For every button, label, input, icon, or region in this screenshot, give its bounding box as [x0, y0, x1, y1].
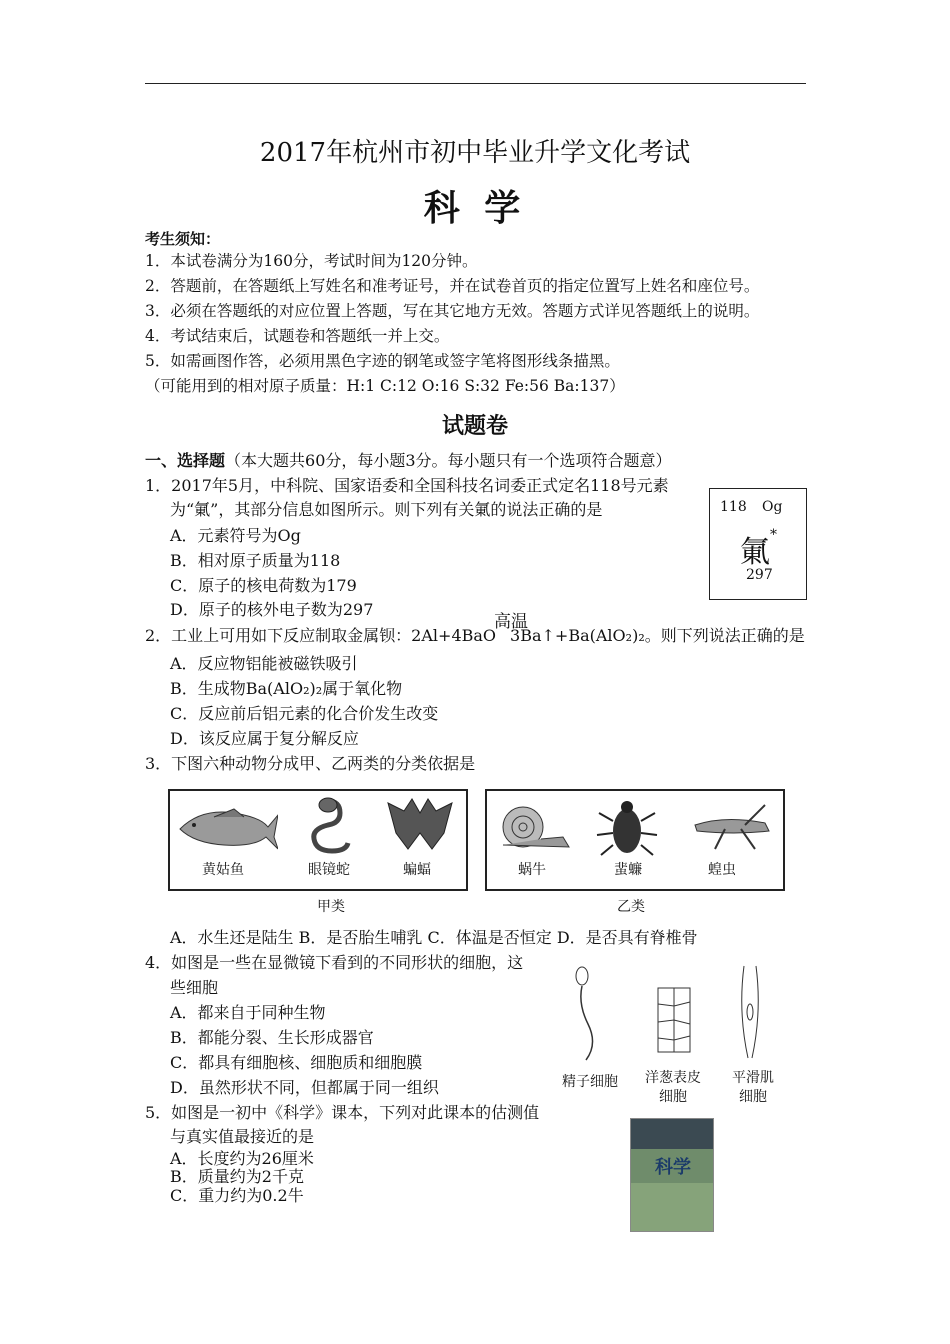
- group-a-box: [168, 789, 468, 891]
- locust-icon: [685, 799, 775, 855]
- element-mass: 297: [746, 567, 773, 583]
- q4-option-a: A．都来自于同种生物: [170, 1003, 326, 1022]
- q1-line1: 1．2017年5月，中科院、国家语委和全国科技名词委正式定名118号元素: [145, 476, 669, 495]
- notice-heading: 考生须知：: [145, 230, 221, 248]
- exam-title: 2017年杭州市初中毕业升学文化考试: [259, 138, 691, 168]
- notice-item: 2．答题前，在答题纸上写姓名和准考证号，并在试卷首页的指定位置写上姓名和座位号。: [145, 277, 760, 295]
- part1-label: 一、选择题: [145, 451, 226, 470]
- muscle-cell-icon: [736, 962, 766, 1062]
- reaction-condition: 高温: [494, 612, 529, 632]
- cockroach-icon: [595, 795, 659, 859]
- reaction-arrow: [494, 612, 529, 646]
- cell-label-sperm: 精子细胞: [562, 1074, 618, 1090]
- element-name: 氭: [740, 535, 770, 570]
- q3-options: A．水生还是陆生 B．是否胎生哺乳 C．体温是否恒定 D．是否具有脊椎骨: [170, 928, 698, 947]
- q5-option-b: B．质量约为2千克: [170, 1167, 304, 1186]
- onion-cell-icon: [654, 986, 694, 1054]
- cell-label-onion-2: 细胞: [659, 1089, 687, 1105]
- animal-label: 蝗虫: [708, 862, 736, 878]
- snail-icon: [493, 801, 573, 857]
- q2-suffix: 3Ba↑+Ba(AlO₂)₂。则下列说法正确的是: [510, 626, 805, 645]
- group-b-box: [485, 789, 785, 891]
- group-b-label: 乙类: [617, 899, 645, 915]
- fish-icon: [174, 797, 278, 857]
- cobra-icon: [298, 795, 358, 861]
- section-title: 试题卷: [441, 413, 508, 439]
- part1-heading: [145, 451, 672, 471]
- book-title: 科学: [655, 1157, 691, 1178]
- element-number: 118: [720, 499, 747, 515]
- bat-icon: [382, 793, 458, 857]
- q1-line2: 为“氭”，其部分信息如图所示。则下列有关氭的说法正确的是: [170, 500, 603, 519]
- group-a-label: 甲类: [317, 899, 345, 915]
- animal-label: 黄姑鱼: [202, 862, 244, 878]
- q5-option-c: C．重力约为0.2牛: [170, 1186, 304, 1205]
- cell-label-muscle: 平滑肌: [732, 1070, 774, 1086]
- textbook-image: [630, 1118, 714, 1232]
- top-rule: [145, 83, 806, 84]
- q4-line1: 4．如图是一些在显微镜下看到的不同形状的细胞，这: [145, 953, 524, 972]
- q2-option-b: B．生成物Ba(AlO₂)₂属于氧化物: [170, 679, 403, 698]
- q1-option-c: C．原子的核电荷数为179: [170, 576, 357, 595]
- q5-option-a: A．长度约为26厘米: [170, 1149, 314, 1168]
- sperm-cell-icon: [566, 964, 616, 1064]
- q1-option-b: B．相对原子质量为118: [170, 551, 341, 570]
- animal-label: 蜗牛: [518, 862, 546, 878]
- notice-item: 4．考试结束后，试题卷和答题纸一并上交。: [145, 327, 450, 345]
- element-star: *: [770, 527, 777, 543]
- element-card: [709, 488, 807, 600]
- q2-option-a: A．反应物铝能被磁铁吸引: [170, 654, 358, 673]
- q1-option-a: A．元素符号为Og: [170, 526, 301, 545]
- q5-line1: 5．如图是一初中《科学》课本，下列对此课本的估测值: [145, 1103, 540, 1122]
- element-symbol: Og: [762, 499, 783, 515]
- q1-option-d: D．原子的核外电子数为297: [170, 600, 374, 619]
- part1-desc: （本大题共60分，每小题3分。每小题只有一个选项符合题意）: [225, 451, 672, 470]
- cell-label-muscle-2: 细胞: [739, 1089, 767, 1105]
- q3-stem: 3．下图六种动物分成甲、乙两类的分类依据是: [145, 754, 476, 773]
- animal-label: 蝙蝠: [403, 862, 431, 878]
- animal-label: 眼镜蛇: [308, 862, 350, 878]
- q4-option-b: B．都能分裂、生长形成器官: [170, 1028, 374, 1047]
- cell-label-onion: 洋葱表皮: [645, 1070, 701, 1086]
- q2-prefix: 2．工业上可用如下反应制取金属钡：2Al+4BaO: [145, 626, 497, 645]
- book-cover-top: [631, 1119, 713, 1149]
- q5-line2: 与真实值最接近的是: [170, 1127, 315, 1146]
- q4-line2: 些细胞: [170, 978, 219, 997]
- book-cover-bottom: [631, 1183, 713, 1231]
- notice-item: 1．本试卷满分为160分，考试时间为120分钟。: [145, 252, 478, 270]
- animal-label: 蜚蠊: [614, 862, 642, 878]
- notice-item: 5．如需画图作答，必须用黑色字迹的钢笔或签字笔将图形线条描黑。: [145, 352, 620, 370]
- q4-option-c: C．都具有细胞核、细胞质和细胞膜: [170, 1053, 423, 1072]
- q2-option-c: C．反应前后铝元素的化合价发生改变: [170, 704, 439, 723]
- atomic-masses: （可能用到的相对原子质量：H:1 C:12 O:16 S:32 Fe:56 Ba:137）: [145, 377, 625, 395]
- q2-stem: [145, 612, 805, 646]
- subject-title: 科 学: [423, 187, 527, 229]
- q2-option-d: D．该反应属于复分解反应: [170, 729, 359, 748]
- q4-option-d: D．虽然形状不同，但都属于同一组织: [170, 1078, 439, 1097]
- notice-item: 3．必须在答题纸的对应位置上答题，写在其它地方无效。答题方式详见答题纸上的说明。: [145, 302, 760, 320]
